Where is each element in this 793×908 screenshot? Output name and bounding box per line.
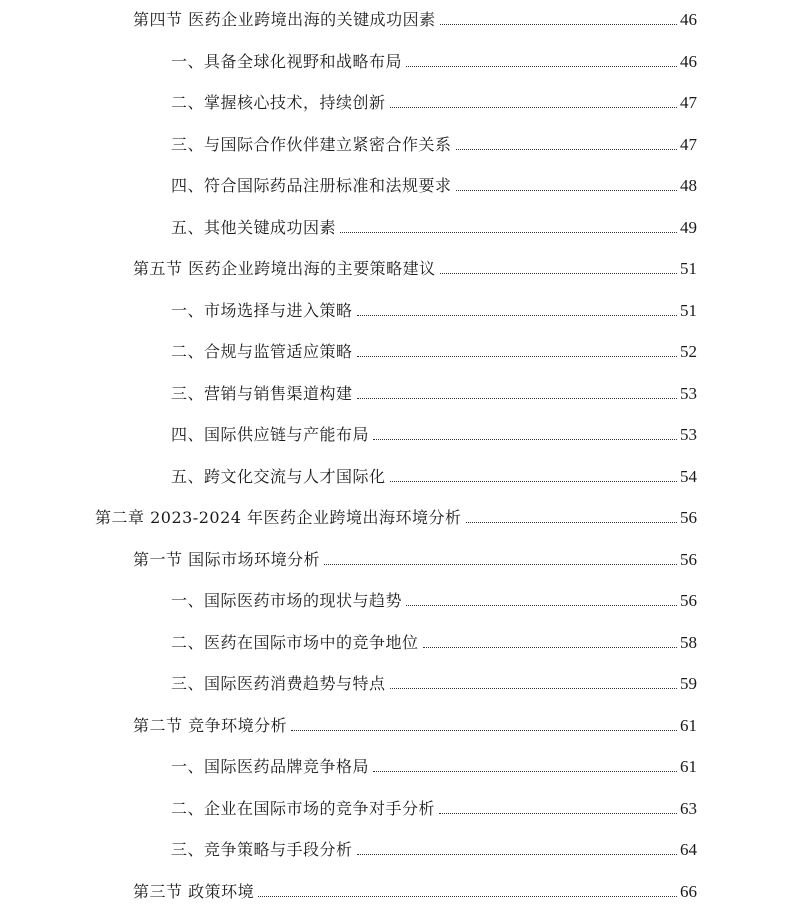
toc-dot-leader (440, 23, 677, 25)
toc-dot-leader (406, 604, 677, 606)
toc-dot-leader (423, 646, 677, 648)
toc-dot-leader (258, 895, 677, 897)
toc-entry[interactable] (171, 629, 697, 653)
toc-entry-title: 二、医药在国际市场中的竞争地位 (171, 633, 419, 652)
toc-dot-leader (440, 272, 677, 274)
toc-page-number: 56 (680, 591, 697, 610)
toc-page-number: 63 (680, 799, 697, 818)
toc-page-number: 53 (680, 425, 697, 444)
toc-entry[interactable] (171, 48, 697, 72)
toc-dot-leader (390, 687, 677, 689)
toc-entry[interactable] (171, 421, 697, 445)
toc-page-number: 46 (680, 10, 697, 29)
toc-dot-leader (291, 729, 677, 731)
toc-dot-leader (357, 314, 677, 316)
toc-page-number: 48 (680, 176, 697, 195)
toc-entry-title: 四、国际供应链与产能布局 (171, 425, 370, 444)
toc-dot-leader (373, 770, 677, 772)
toc-entry-title: 第一节 国际市场环境分析 (133, 550, 321, 569)
toc-entry-title: 一、市场选择与进入策略 (171, 301, 353, 320)
toc-entry-title: 一、国际医药市场的现状与趋势 (171, 591, 403, 610)
toc-dot-leader (340, 231, 677, 233)
toc-dot-leader (456, 189, 677, 191)
toc-entry[interactable] (133, 878, 697, 902)
toc-entry[interactable] (171, 587, 697, 611)
toc-page-number: 64 (680, 840, 697, 859)
toc-page-number: 58 (680, 633, 697, 652)
toc-entry[interactable] (171, 338, 697, 362)
toc-dot-leader (324, 563, 677, 565)
toc-dot-leader (373, 438, 677, 440)
toc-entry-title: 第四节 医药企业跨境出海的关键成功因素 (133, 10, 436, 29)
toc-dot-leader (357, 397, 677, 399)
toc-entry[interactable] (95, 504, 697, 528)
toc-entry-title: 二、企业在国际市场的竞争对手分析 (171, 799, 436, 818)
toc-page-number: 61 (680, 757, 697, 776)
toc-page-number: 56 (680, 508, 697, 527)
toc-dot-leader (357, 355, 677, 357)
toc-entry[interactable] (133, 6, 697, 30)
toc-entry[interactable] (171, 753, 697, 777)
toc-entry[interactable] (171, 172, 697, 196)
toc-entry-title: 五、其他关键成功因素 (171, 218, 337, 237)
toc-entry[interactable] (133, 712, 697, 736)
toc-page-number: 52 (680, 342, 697, 361)
toc-entry[interactable] (171, 214, 697, 238)
toc-page-number: 47 (680, 93, 697, 112)
toc-page-number: 59 (680, 674, 697, 693)
toc-entry[interactable] (171, 795, 697, 819)
toc-entry-title: 五、跨文化交流与人才国际化 (171, 467, 386, 486)
toc-entry[interactable] (171, 670, 697, 694)
toc-page-number: 51 (680, 259, 697, 278)
toc-dot-leader (390, 106, 677, 108)
toc-entry[interactable] (171, 836, 697, 860)
toc-dot-leader (406, 65, 677, 67)
toc-page-number: 46 (680, 52, 697, 71)
toc-entry[interactable] (171, 131, 697, 155)
toc-page-number: 56 (680, 550, 697, 569)
toc-dot-leader (390, 480, 677, 482)
toc-entry[interactable] (171, 380, 697, 404)
toc-entry-title: 三、与国际合作伙伴建立紧密合作关系 (171, 135, 452, 154)
toc-entry-title: 二、合规与监管适应策略 (171, 342, 353, 361)
toc-entry[interactable] (171, 297, 697, 321)
toc-page-number: 61 (680, 716, 697, 735)
toc-entry-title: 第五节 医药企业跨境出海的主要策略建议 (133, 259, 436, 278)
toc-entry-title: 第二章 2023-2024 年医药企业跨境出海环境分析 (95, 508, 462, 527)
toc-page-number: 49 (680, 218, 697, 237)
toc-dot-leader (439, 812, 677, 814)
toc-page-number: 66 (680, 882, 697, 901)
toc-page-number: 51 (680, 301, 697, 320)
toc-entry-title: 第二节 竞争环境分析 (133, 716, 288, 735)
toc-entry-title: 二、掌握核心技术，持续创新 (171, 93, 386, 112)
toc-entry-title: 三、营销与销售渠道构建 (171, 384, 353, 403)
toc-page-number: 47 (680, 135, 697, 154)
toc-entry[interactable] (171, 463, 697, 487)
toc-entry-title: 第三节 政策环境 (133, 882, 255, 901)
toc-entry-title: 三、竞争策略与手段分析 (171, 840, 353, 859)
toc-dot-leader (456, 148, 677, 150)
toc-dot-leader (357, 853, 677, 855)
toc-entry-title: 三、国际医药消费趋势与特点 (171, 674, 386, 693)
toc-entry[interactable] (133, 546, 697, 570)
toc-entry-title: 一、国际医药品牌竞争格局 (171, 757, 370, 776)
toc-entry[interactable] (133, 255, 697, 279)
toc-entry[interactable] (171, 89, 697, 113)
toc-page-number: 54 (680, 467, 697, 486)
toc-page-number: 53 (680, 384, 697, 403)
toc-entry-title: 一、具备全球化视野和战略布局 (171, 52, 403, 71)
toc-dot-leader (466, 521, 677, 523)
toc-entry-title: 四、符合国际药品注册标准和法规要求 (171, 176, 452, 195)
